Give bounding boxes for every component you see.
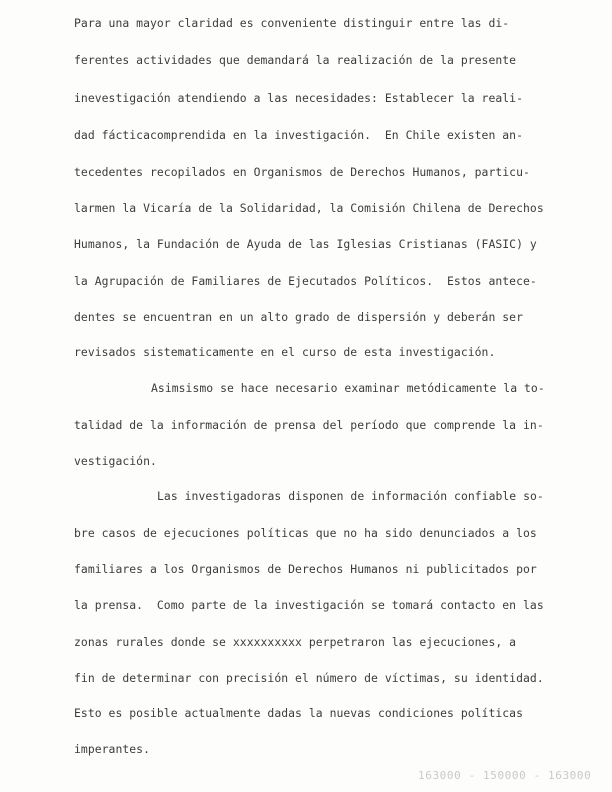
text-line: la prensa. Como parte de la investigación se tomará contacto en las: [74, 598, 544, 612]
text-line: familiares a los Organismos de Derechos Humanos ni publicitados por: [74, 562, 537, 576]
text-line: Humanos, la Fundación de Ayuda de las Iglesias Cristianas (FASIC) y: [74, 237, 537, 251]
text-line: la Agrupación de Familiares de Ejecutados Políticos. Estos antece-: [74, 274, 537, 288]
text-line: inevestigación atendiendo a las necesidades: Establecer la reali-: [74, 91, 524, 105]
text-line: Las investigadoras disponen de información confiable so-: [157, 489, 544, 503]
text-line: dad fácticacomprendida en la investigación. En Chile existen an-: [74, 128, 524, 142]
text-line: bre casos de ejecuciones políticas que no ha sido denunciados a los: [74, 526, 537, 540]
text-line: Asimsismo se hace necesario examinar metódicamente la to-: [151, 381, 545, 395]
text-line: fin de determinar con precisión el número de víctimas, su identidad.: [74, 671, 544, 685]
text-line: vestigación.: [74, 454, 157, 468]
archive-stamp: 163000 - 150000 - 163000: [418, 769, 592, 782]
text-line: Esto es posible actualmente dadas la nuevas condiciones políticas: [74, 706, 524, 720]
text-line: ferentes actividades que demandará la realización de la presente: [74, 53, 517, 67]
text-line: tecedentes recopilados en Organismos de Derechos Humanos, particu-: [74, 165, 530, 179]
text-line: larmen la Vicaría de la Solidaridad, la Comisión Chilena de Derechos: [74, 201, 544, 215]
text-line: zonas rurales donde se xxxxxxxxxx perpetraron las ejecuciones, a: [74, 635, 517, 649]
text-line: dentes se encuentran en un alto grado de dispersión y deberán ser: [74, 310, 524, 324]
text-line: talidad de la información de prensa del período que comprende la in-: [74, 418, 544, 432]
text-line: revisados sistematicamente en el curso de esta investigación.: [74, 345, 496, 359]
text-line: imperantes.: [74, 742, 150, 756]
text-line: Para una mayor claridad es conveniente distinguir entre las di-: [74, 16, 510, 30]
